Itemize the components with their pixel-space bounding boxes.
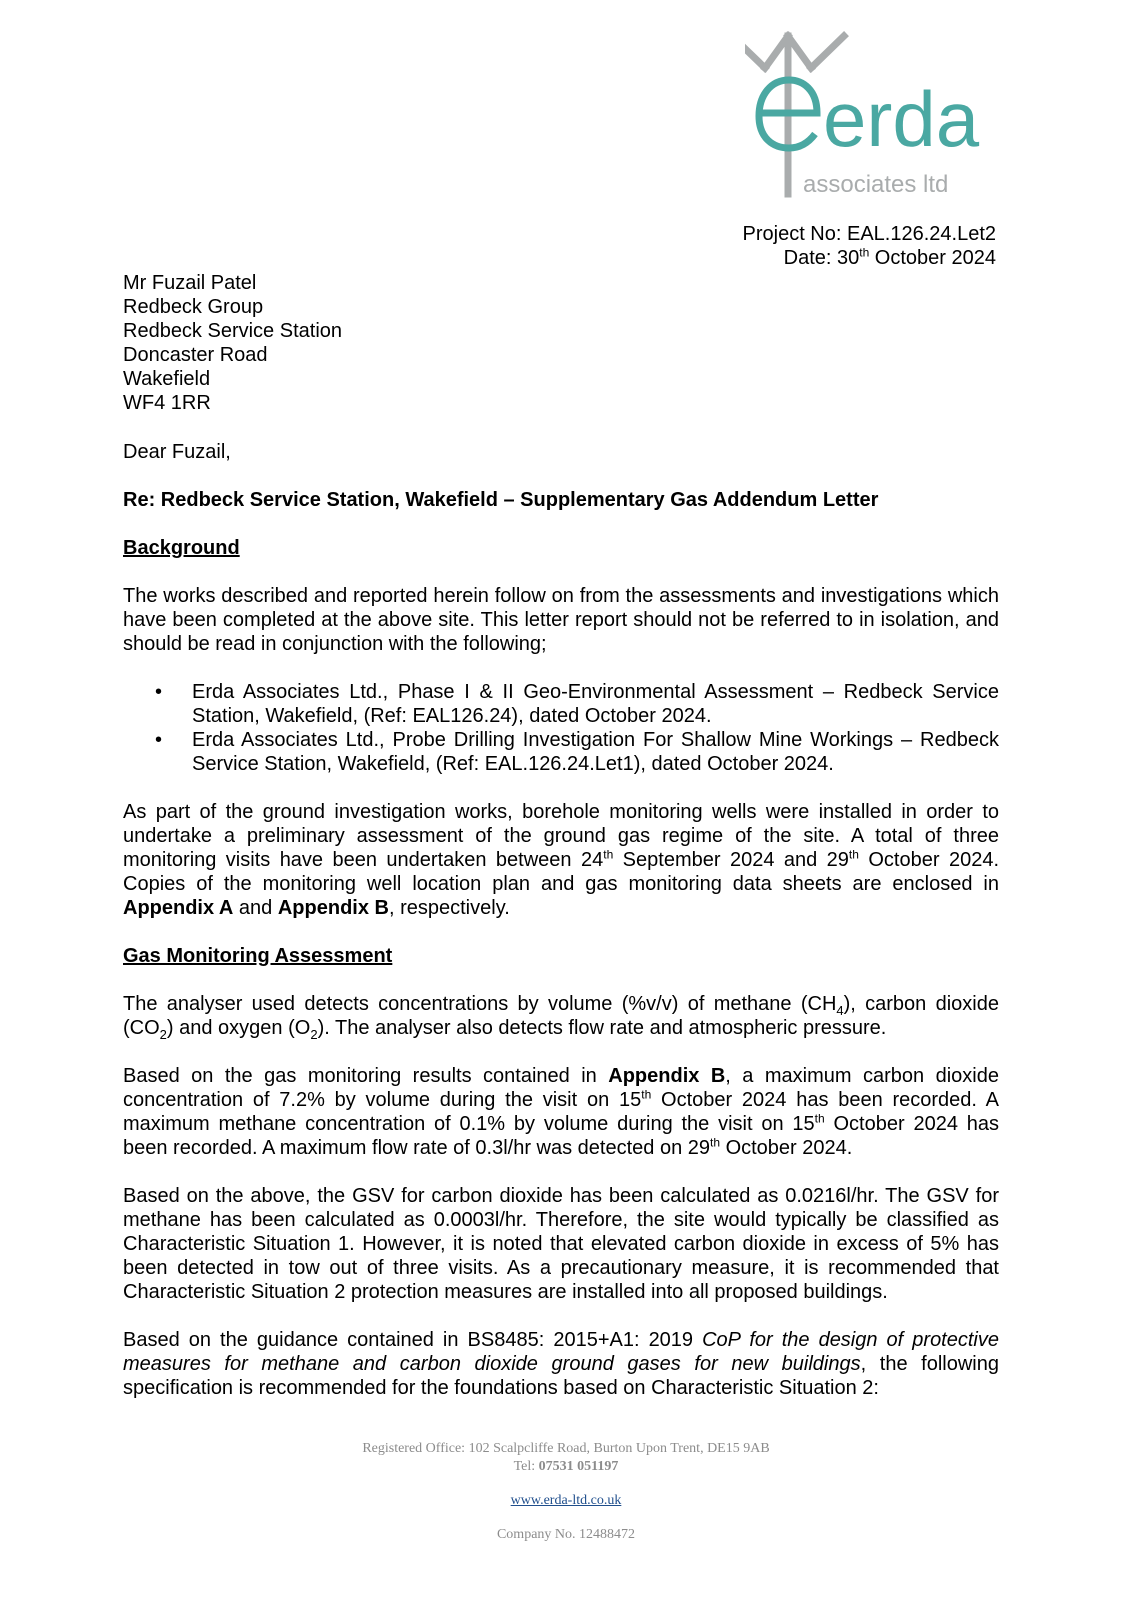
address-line: Wakefield [123, 368, 211, 390]
bullet-icon: • [155, 681, 163, 703]
background-intro: The works described and reported herein follow on from the assessments and investigations which have been completed at the above site. This letter report should not be referred to in isolation, and should be read in conjunction with the following; [123, 585, 999, 655]
address-line: Mr Fuzail Patel [123, 272, 257, 294]
recipient-address [123, 271, 342, 415]
list-item: • Erda Associates Ltd., Probe Drilling Investigation For Shallow Mine Workings – Redbeck Service Station, Wakefield, (Ref: EAL.126.24.Let1), dated October 2024. [155, 729, 999, 775]
company-number: Company No. 12488472 [496, 1527, 636, 1542]
page-footer [0, 1440, 1132, 1544]
telephone: Tel: 07531 051197 [513, 1459, 619, 1474]
subject-line: Re: Redbeck Service Station, Wakefield – Supplementary Gas Addendum Letter [123, 489, 879, 511]
background-heading: Background [123, 537, 240, 559]
list-item: • Erda Associates Ltd., Phase I & II Geo-Environmental Assessment – Redbeck Service Station, Wakefield, (Ref: EAL126.24), dated October 2024. [155, 681, 999, 727]
logo-subtitle: associates ltd [803, 171, 949, 198]
gas-paragraph-guidance: Based on the guidance contained in BS8485: 2015+A1: 2019 CoP for the design of protective measures for methane and carbon dioxide ground gases for new buildings, the following specification is recommended for the foundations based on Characteristic Situation 2: [123, 1329, 999, 1399]
address-line: Redbeck Service Station [123, 320, 343, 342]
gas-paragraph-gsv: Based on the above, the GSV for carbon dioxide has been calculated as 0.0216l/hr. The GSV for methane has been calculated as 0.0003l/hr. Therefore, the site would typically be classified as Characteristic Situation 1. However, it is noted that elevated carbon dioxide in excess of 5% has been detected in tow out of three visits. As a precautionary measure, it is recommended that Characteristic Situation 2 protection measures are installed into all proposed buildings. [123, 1185, 999, 1303]
bullet-icon: • [155, 729, 163, 751]
erda-logo-graphic [745, 28, 1005, 208]
project-number: Project No: EAL.126.24.Let2 [742, 223, 996, 245]
project-info [743, 222, 997, 270]
letter-date: Date: 30th October 2024 [783, 245, 996, 269]
letter-body [123, 440, 999, 1424]
salutation: Dear Fuzail, [123, 441, 231, 463]
gas-paragraph-analyser: The analyser used detects concentrations by volume (%v/v) of methane $(CH_4)$, carbon dioxide $(CO_2)$ and oxygen $(O_2)$. The analyser also detects flow rate and atmospheric pressure. [123, 993, 999, 1042]
gas-paragraph-results: Based on the gas monitoring results contained in Appendix B, a maximum carbon dioxide concentration of 7.2% by volume during the visit on 15th October 2024 has been recorded. A maximum methane concentration of 0.1% by volume during the visit on 15th October 2024 has been recorded. A maximum flow rate of 0.3l/hr was detected on 29th October 2024. [123, 1065, 999, 1159]
reference-list [123, 680, 999, 776]
background-paragraph: As part of the ground investigation works, borehole monitoring wells were installed in order to undertake a preliminary assessment of the ground gas regime of the site. A total of three monitoring visits have been undertaken between 24th September 2024 and 29th October 2024. Copies of the monitoring well location plan and gas monitoring data sheets are enclosed in Appendix A and Appendix B, respectively. [123, 801, 999, 919]
address-line: WF4 1RR [123, 392, 211, 414]
registered-office: Registered Office: 102 Scalpcliffe Road, Burton Upon Trent, DE15 9AB [362, 1441, 770, 1456]
website-link[interactable]: www.erda-ltd.co.uk [510, 1493, 622, 1508]
gas-monitoring-heading: Gas Monitoring Assessment [123, 945, 393, 967]
logo-wordmark: erda [823, 75, 980, 163]
company-logo [745, 28, 1005, 208]
address-line: Doncaster Road [123, 344, 268, 366]
address-line: Redbeck Group [123, 296, 264, 318]
